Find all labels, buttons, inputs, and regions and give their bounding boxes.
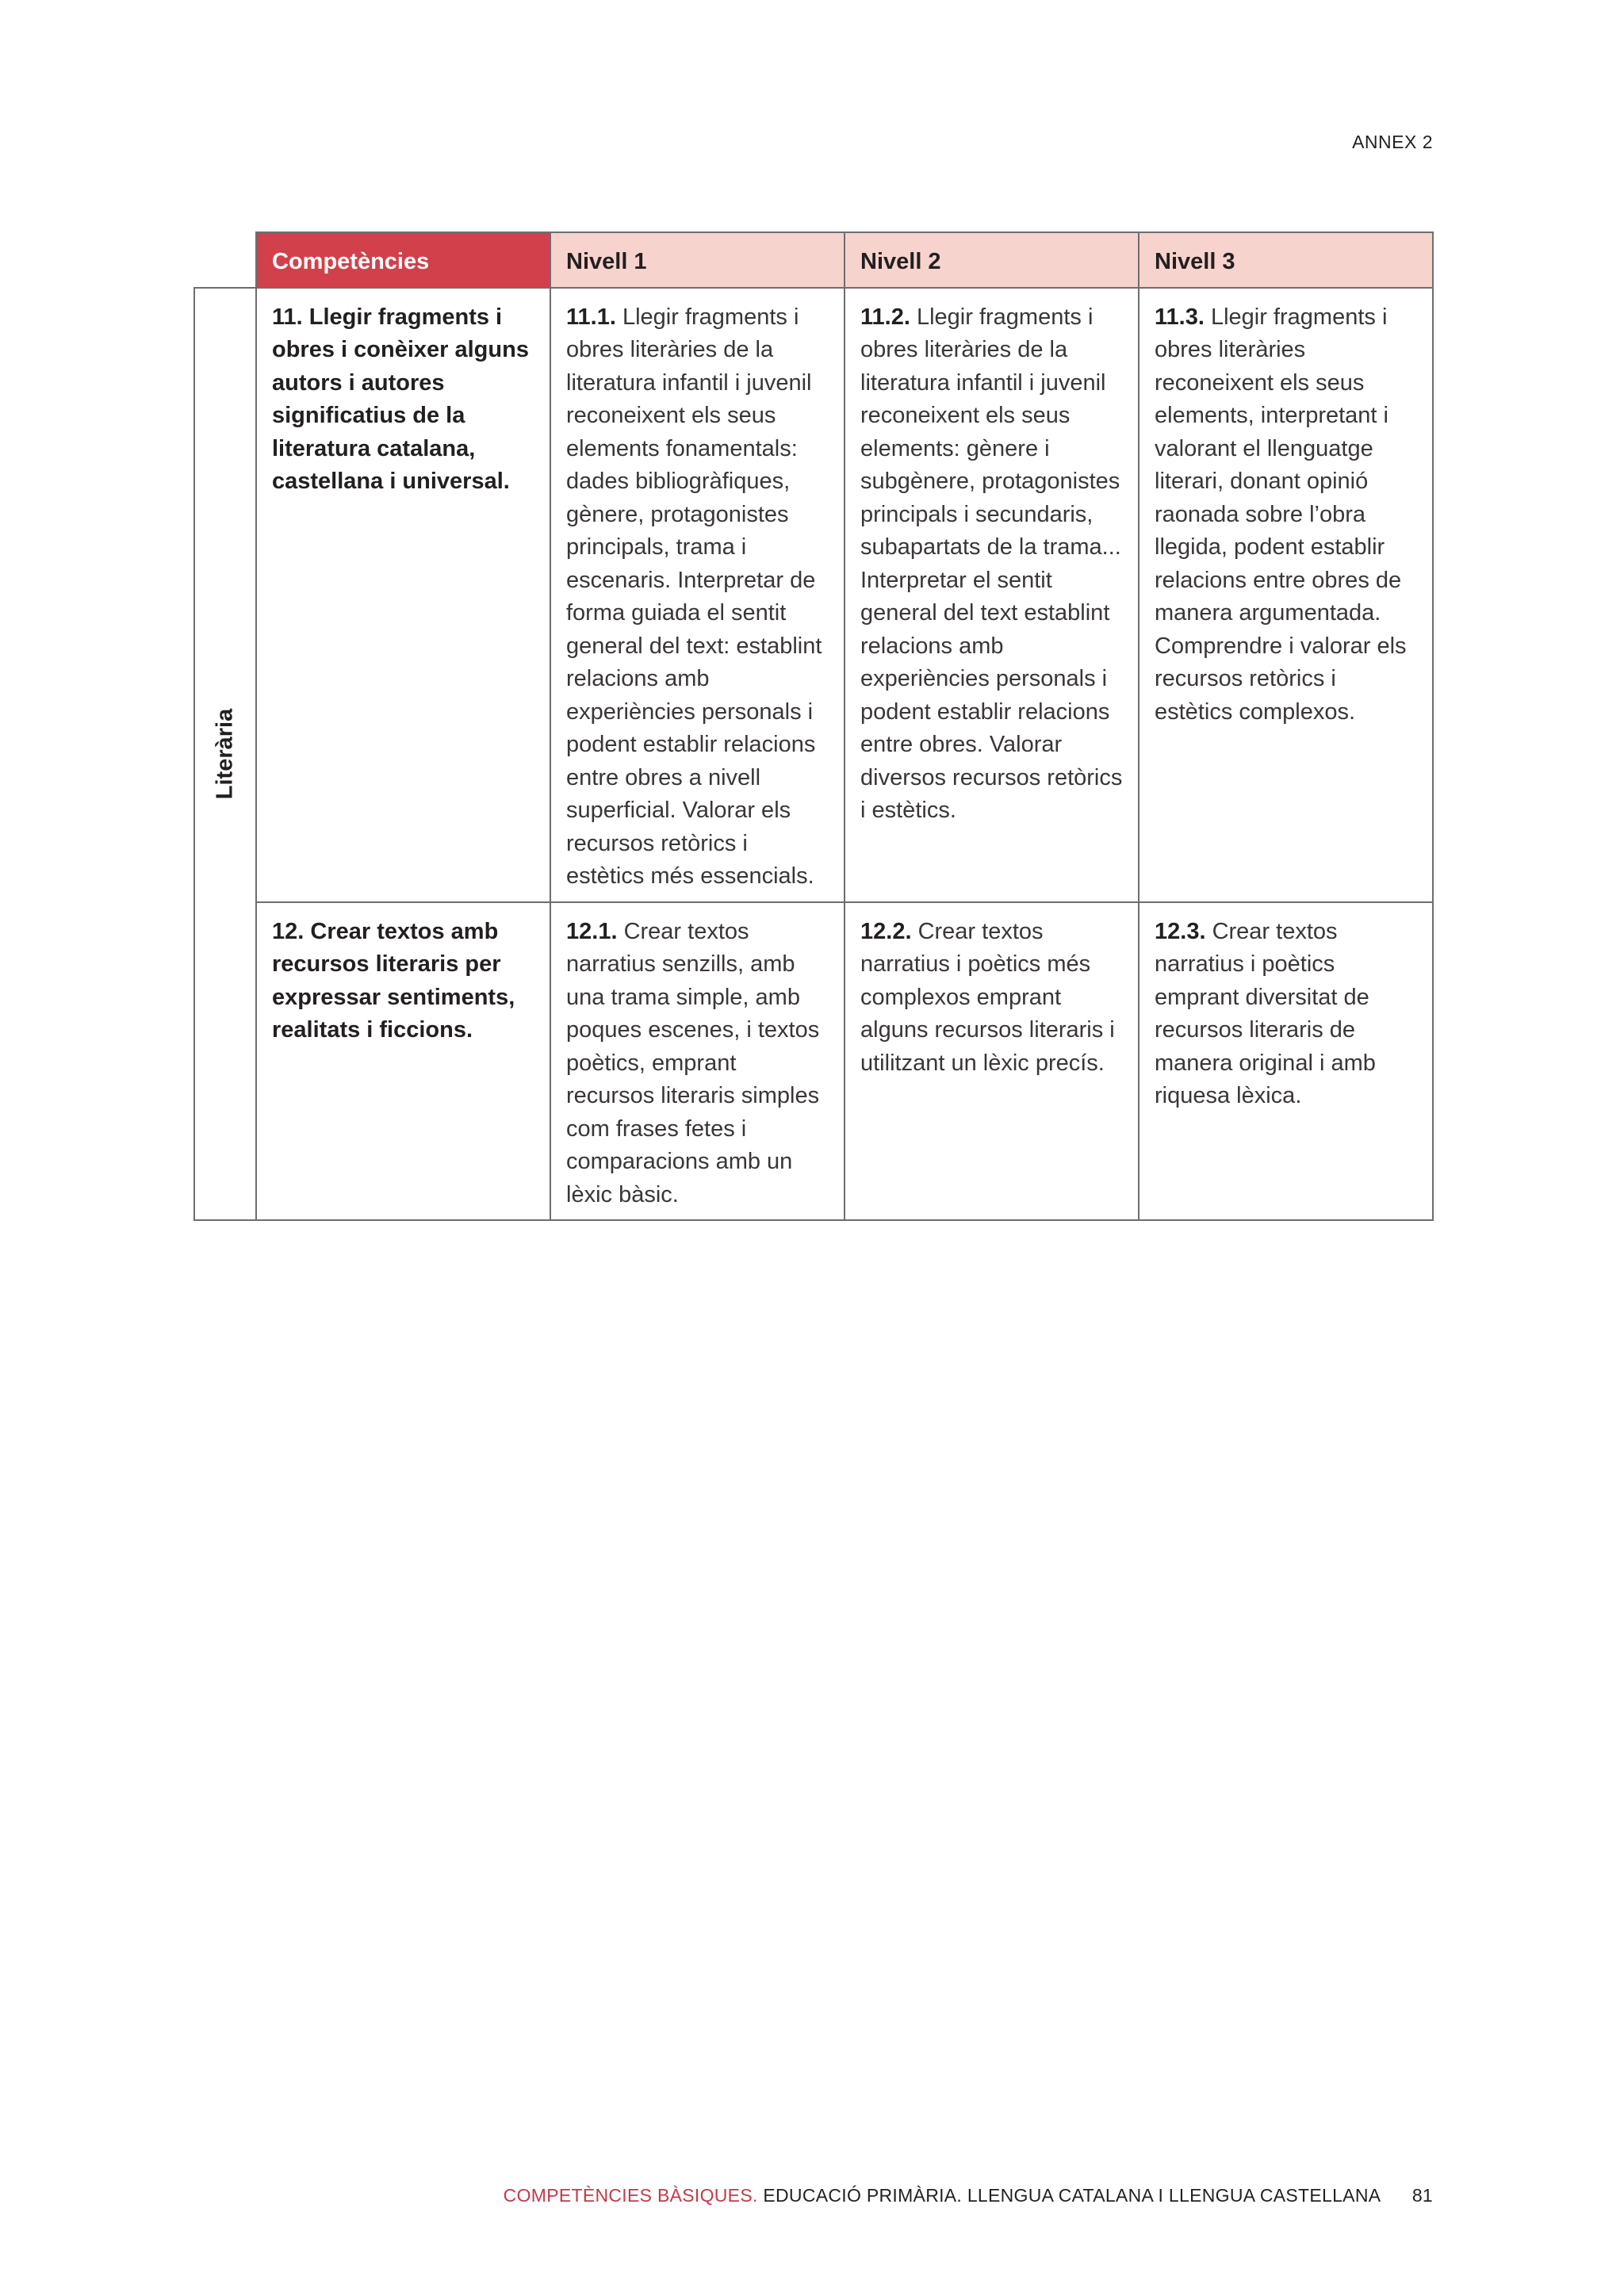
level-text: Llegir fragments i obres literàries de la literatura infantil i juvenil reconeixent els seus elements fonamentals: dades bibliogràfiques, gènere, protagonistes principals, trama i escenaris. Interpretar de forma guiada el sentit general del text: establint relacions amb experiències personals i podent establir relacions entre obres a nivell superficial. Valorar els recursos retòrics i estètics més essencials. [566,304,822,889]
level-3-cell [1139,902,1433,1221]
table-header-row [194,232,1433,288]
footer-series: COMPETÈNCIES BÀSIQUES. [503,2185,758,2206]
page-number: 81 [1411,2185,1433,2206]
table-corner [194,232,256,288]
section-label: Literària [212,708,238,799]
level-2-cell [845,288,1139,902]
level-text: Llegir fragments i obres literàries de la literatura infantil i juvenil reconeixent els seus elements: gènere i subgènere, protagonistes principals i secundaris, subapartats de la trama... Interpretar el sentit general del text establint relacions amb experiències personals i podent establir relacions entre obres. Valorar diversos recursos retòrics i estètics. [860,304,1123,823]
level-2-cell [845,902,1139,1221]
table-row [194,288,1433,902]
header-level-3: Nivell 3 [1139,232,1433,288]
table-row [194,902,1433,1221]
header-competencies: Competències [256,232,550,288]
section-side-cell [194,288,256,1221]
level-text: Crear textos narratius senzills, amb una trama simple, amb poques escenes, i textos poètics, emprant recursos literaris simples com frases fetes i comparacions amb un lèxic bàsic. [566,918,820,1207]
level-text: Crear textos narratius i poètics emprant diversitat de recursos literaris de manera original i amb riquesa lèxica. [1155,918,1376,1108]
competency-cell: 12. Crear textos amb recursos literaris per expressar sentiments, realitats i ficcions. [256,902,550,1221]
level-1-cell [550,902,845,1221]
page-footer [504,2185,1433,2206]
level-code: 11.2. [860,304,910,330]
level-code: 12.1. [566,918,618,944]
header-level-1: Nivell 1 [550,232,845,288]
level-text: Llegir fragments i obres literàries reconeixent els seus elements, interpretant i valorant el llenguatge literari, donant opinió raonada sobre l’obra llegida, podent establir relacions entre obres de manera argumentada. Comprendre i valorar els recursos retòrics i estètics complexos. [1155,304,1407,725]
level-3-cell [1139,288,1433,902]
header-level-2: Nivell 2 [845,232,1139,288]
level-code: 11.1. [566,304,616,330]
level-code: 11.3. [1155,304,1205,330]
level-code: 12.3. [1155,918,1206,944]
competency-cell: 11. Llegir fragments i obres i conèixer alguns autors i autores significatius de la literatura catalana, castellana i universal. [256,288,550,902]
competencies-table [193,232,1434,1221]
level-text: Crear textos narratius i poètics més complexos emprant alguns recursos literaris i utilitzant un lèxic precís. [860,918,1115,1076]
level-1-cell [550,288,845,902]
level-code: 12.2. [860,918,912,944]
annex-label: ANNEX 2 [1352,132,1433,152]
footer-subtitle: EDUCACIÓ PRIMÀRIA. LLENGUA CATALANA I LLENGUA CASTELLANA [763,2185,1381,2206]
